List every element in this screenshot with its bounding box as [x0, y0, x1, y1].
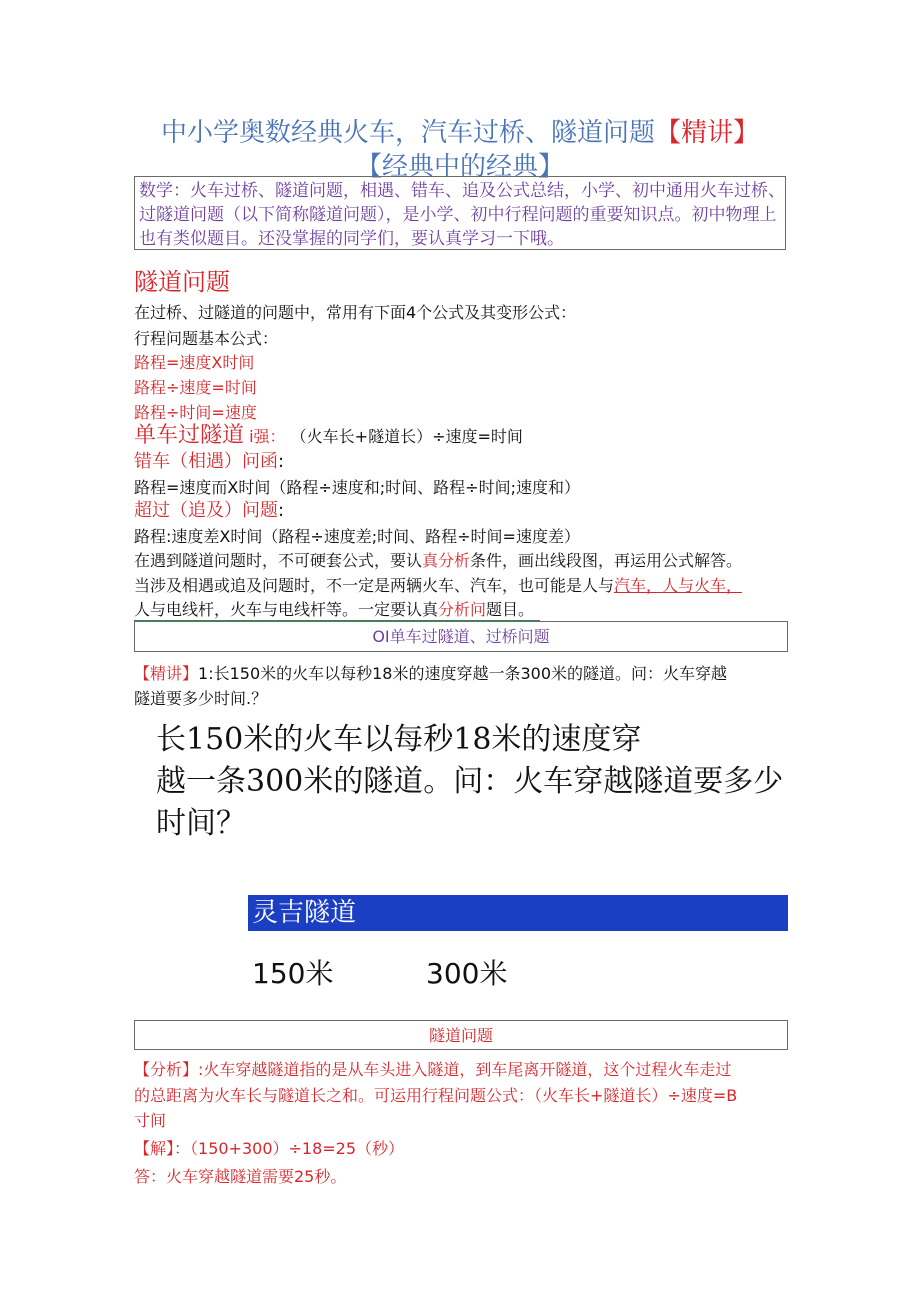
- solution-formula: （150+300）÷18=25（秒）: [190, 1139, 405, 1158]
- advice-3c: 题目。: [486, 600, 535, 619]
- advice-1c: 条件，画出线段图，再运用公式解答。: [470, 551, 743, 570]
- meet-formula: 路程=速度而X时间（路程÷速度和;时间、路程÷时间;速度和）: [134, 478, 580, 497]
- big-question-line-3: 时间？: [156, 806, 246, 841]
- overtake-formula: 路程:速度差X时间（路程÷速度差;时间、路程÷时间=速度差）: [134, 527, 580, 546]
- advice-line-1: [134, 548, 742, 571]
- page-subtitle: 【经典中的经典】: [355, 152, 564, 182]
- formula-2: 路程÷速度=时间: [134, 378, 257, 397]
- solution-tag: 【解】：: [134, 1139, 191, 1158]
- single-train-line: [134, 418, 523, 449]
- train-length-label: 150米: [252, 957, 334, 990]
- formula-1: 路程=速度X时间: [134, 353, 255, 372]
- single-train-formula: （火车长+隧道长）÷速度=时间: [290, 427, 523, 446]
- intro-line-1: 数学：火车过桥、隧道问题，相遇、错车、追及公式总结，小学、初中通用火车过桥、: [139, 181, 785, 201]
- page-title-main: 中小学奥数经典火车，汽车过桥、隧道问题: [160, 118, 655, 148]
- big-question-line-2: 越一条300米的隧道。问：火车穿越隧道要多少: [156, 764, 784, 799]
- advice-2b: 汽车，人与火车，: [614, 576, 743, 595]
- answer-line: 答：火车穿越隧道需要25秒。: [134, 1167, 347, 1186]
- analysis-line-3: 寸间: [134, 1111, 167, 1130]
- advice-line-2: [134, 573, 742, 596]
- section-heading: 隧道问题: [134, 268, 230, 296]
- advice-2a: 当涉及相遇或追及问题时，不一定是两辆火车、汽车，也可能是人与: [134, 576, 615, 595]
- intro-line-3: 也有类似题目。还没掌握的同学们，要认真学习一下哦。: [139, 229, 564, 249]
- overtake-colon: :: [278, 500, 285, 521]
- advice-3a: 人与电线杆，火车与电线杆等。一定要认真: [134, 600, 439, 619]
- meet-heading-line: [134, 447, 284, 473]
- advice-3b: 分析问: [438, 600, 487, 619]
- example-line-1: [134, 661, 727, 684]
- advice-1b: 真分析: [422, 551, 471, 570]
- advice-1a: 在遇到隧道问题时，不可硬套公式，要认: [134, 551, 423, 570]
- big-question-line-1: 长150米的火车以每秒18米的速度穿: [156, 722, 642, 757]
- section-box-single-train: OI单车过隧道、过桥问题: [134, 621, 788, 652]
- meet-colon: :: [278, 451, 285, 472]
- example-line-2: 隧道要多少时间.？: [134, 689, 268, 708]
- meet-heading: 错车（相遇）问函: [134, 451, 278, 472]
- single-train-suffix: i强：: [249, 427, 286, 446]
- tunnel-bar: 灵吉隧道: [248, 895, 788, 931]
- page-title-tag: 【精讲】: [655, 118, 760, 148]
- page-title: [0, 112, 920, 149]
- lead-text-2: 行程问题基本公式：: [134, 329, 279, 348]
- intro-line-2: 过隧道问题（以下简称隧道问题），是小学、初中行程问题的重要知识点。初中物理上: [139, 205, 777, 225]
- solution-line: [134, 1136, 404, 1159]
- example-text-1: 1:长150米的火车以每秒18米的速度穿越一条300米的隧道。问：火车穿越: [198, 664, 728, 683]
- formula-3: 路程÷时间=速度: [134, 403, 257, 422]
- advice-line-3: [134, 597, 540, 621]
- analysis-line-1: 【分析】:火车穿越隧道指的是从车头进入隧道，到车尾离开隧道，这个过程火车走过: [134, 1060, 732, 1079]
- single-train-heading: 单车过隧道: [134, 423, 245, 448]
- example-tag: 【精讲】: [134, 664, 199, 683]
- tunnel-length-label: 300米: [426, 957, 508, 990]
- overtake-heading: 超过（追及）问题: [134, 500, 278, 521]
- analysis-line-2: 的总距离为火车长与隧道长之和。可运用行程问题公式：（火车长+隧道长）÷速度=B: [134, 1086, 738, 1105]
- lead-text-1: 在过桥、过隧道的问题中，常用有下面4个公式及其变形公式：: [134, 303, 577, 322]
- overtake-heading-line: [134, 496, 284, 522]
- section-box-tunnel: 隧道问题: [134, 1020, 788, 1050]
- intro-box: [134, 176, 786, 250]
